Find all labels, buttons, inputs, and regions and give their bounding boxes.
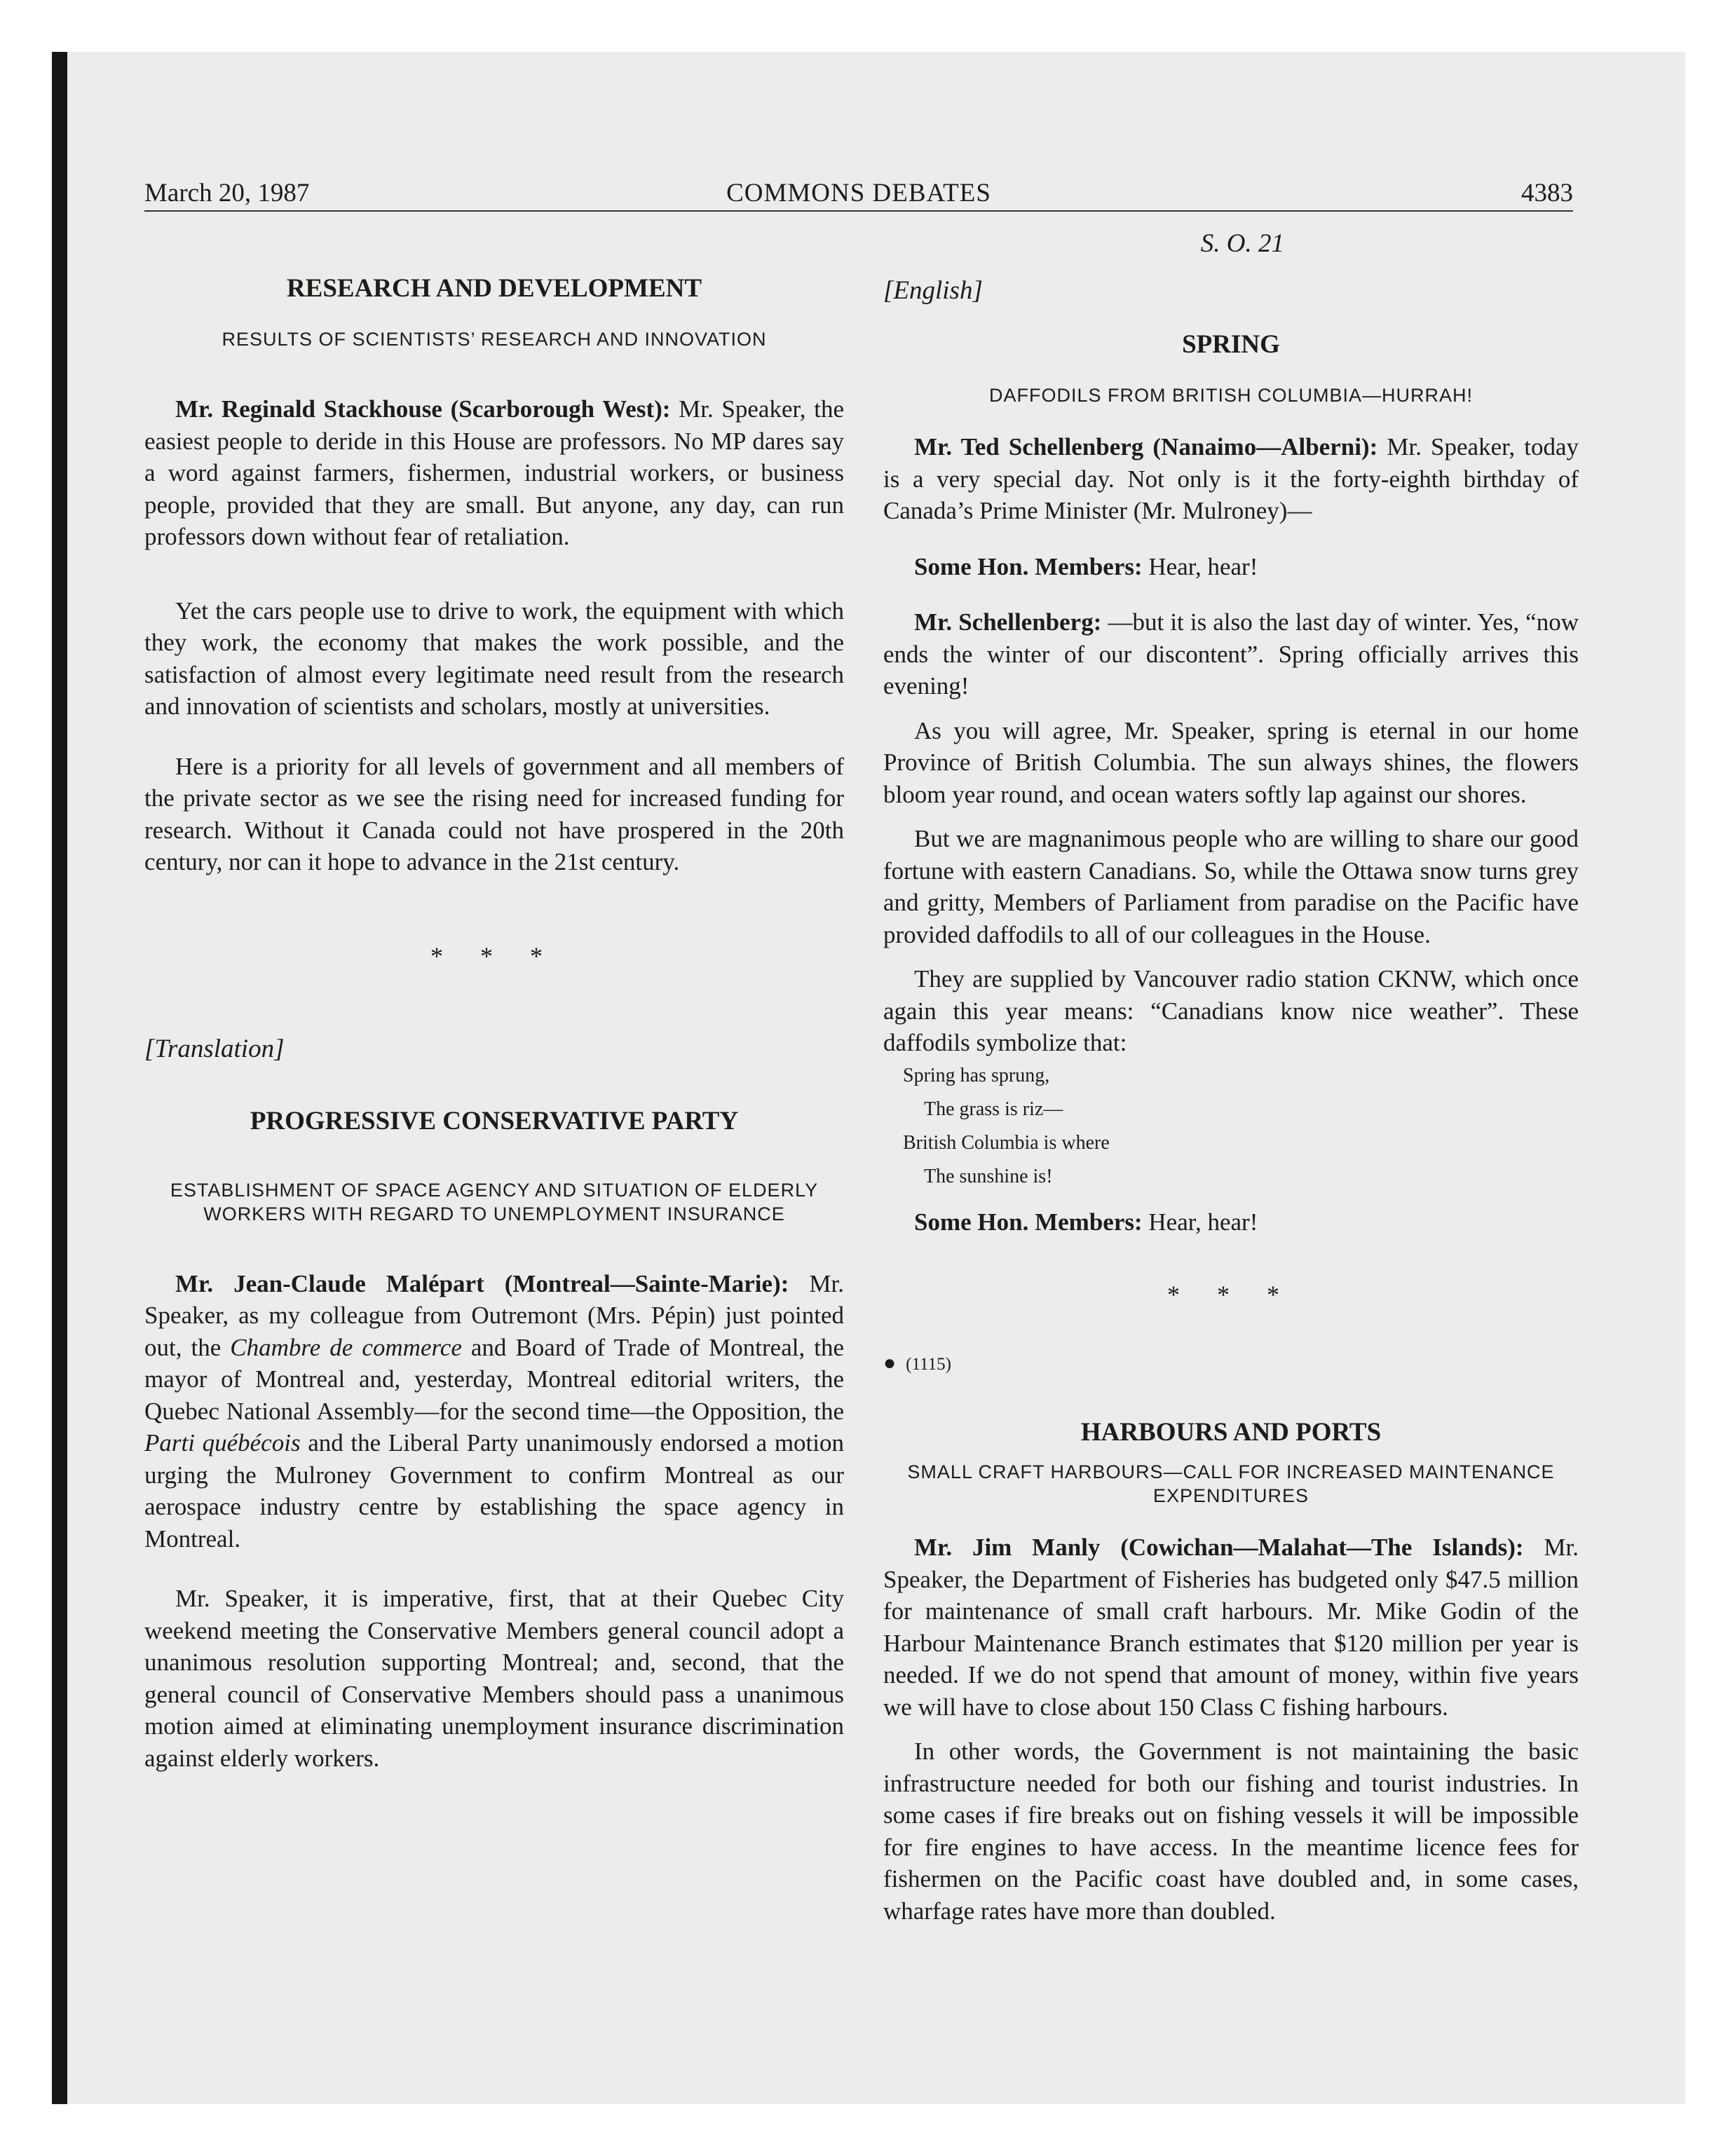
section-separator: * * * <box>1167 1281 1295 1309</box>
header-date: March 20, 1987 <box>144 179 310 207</box>
poem-line: Spring has sprung, <box>903 1064 1050 1086</box>
language-marker: [English] <box>883 276 983 305</box>
section-title-spring: SPRING <box>1182 330 1280 359</box>
section-separator: * * * <box>430 941 558 970</box>
time-marker: ● (1115) <box>883 1351 951 1374</box>
speaker-name: Mr. Schellenberg: <box>914 608 1102 636</box>
speaker-name: Mr. Jean-Claude Malépart (Montreal—Sainte-Marie): <box>175 1269 789 1297</box>
speech-paragraph: In other words, the Government is not maintaining the basic infrastructure needed for both our fishing and tourist industries. In some cases if fire breaks out on fishing vessels it will be impossible for fire engines to have access. In the meantime licence fees for fishermen on the Pacific coast have doubled and, in some cases, wharfage rates have more than doubled. <box>883 1738 1579 1925</box>
speaker-name: Some Hon. Members: <box>914 1208 1143 1236</box>
standing-order-label: S. O. 21 <box>1200 229 1284 258</box>
header-title: COMMONS DEBATES <box>726 179 991 207</box>
section-subtitle-research: RESULTS OF SCIENTISTS’ RESEARCH AND INNOVATION <box>222 329 767 350</box>
speech-paragraph: Mr. Schellenberg: —but it is also the last day of winter. Yes, “now ends the winter of our discontent”. Spring officially arrives this evening! <box>883 608 1579 700</box>
speaker-name: Some Hon. Members: <box>914 552 1143 580</box>
speaker-name: Mr. Jim Manly (Cowichan—Malahat—The Islands): <box>914 1534 1524 1561</box>
bullet-icon: ● <box>883 1351 897 1374</box>
left-column <box>144 223 844 1774</box>
section-subtitle-pc-party: ESTABLISHMENT OF SPACE AGENCY AND SITUATION OF ELDERLY WORKERS WITH REGARD TO UNEMPLOYMENT INSURANCE <box>170 1179 819 1224</box>
speech-paragraph: But we are magnanimous people who are willing to share our good fortune with eastern Canadians. So, while the Ottawa snow turns grey and gritty, Members of Parliament from paradise on the Pacific have provided daffodils to all of our colleagues in the House. <box>883 825 1579 948</box>
section-subtitle-spring: DAFFODILS FROM BRITISH COLUMBIA—HURRAH! <box>988 385 1474 406</box>
speech-paragraph: Some Hon. Members: Hear, hear! <box>914 552 1258 580</box>
poem-line: The sunshine is! <box>924 1165 1053 1187</box>
speech-paragraph: Mr. Speaker, it is imperative, first, that at their Quebec City weekend meeting the Conservative Members general council adopt a unanimous resolution supporting Montreal; and, second, that the general council of Conservative Members should pass a unanimous motion aimed at eliminating unemployment insurance discrimination against elderly workers. <box>144 1585 844 1772</box>
speaker-name: Mr. Ted Schellenberg (Nanaimo—Alberni): <box>914 433 1378 460</box>
speech-paragraph: As you will agree, Mr. Speaker, spring is eternal in our home Province of British Columbia. The sun always shines, the flowers bloom year round, and ocean waters softly lap against our shores. <box>883 716 1579 808</box>
section-title-research: RESEARCH AND DEVELOPMENT <box>286 274 702 303</box>
language-marker: [Translation] <box>144 1034 285 1063</box>
speech-paragraph: Some Hon. Members: Hear, hear! <box>914 1208 1258 1236</box>
section-title-harbours: HARBOURS AND PORTS <box>1080 1418 1382 1447</box>
speaker-name: Mr. Reginald Stackhouse (Scarborough West): <box>175 395 671 423</box>
speech-paragraph: Mr. Ted Schellenberg (Nanaimo—Alberni): Mr. Speaker, today is a very special day. Not only is it the forty-eighth birthday of Canada’s Prime Minister (Mr. Mulroney)— <box>883 433 1579 524</box>
right-column <box>883 223 1579 1927</box>
speech-paragraph: Yet the cars people use to drive to work, the equipment with which they work, the economy that makes the work possible, and the satisfaction of almost every legitimate need result from the research and innovation of scientists and scholars, mostly at universities. <box>144 596 844 720</box>
scan-border <box>52 52 67 2104</box>
speech-paragraph: Mr. Jim Manly (Cowichan—Malahat—The Islands): Mr. Speaker, the Department of Fisheries has budgeted only $47.5 million for maintenance of small craft harbours. Mr. Mike Godin of the Harbour Maintenance Branch estimates that $120 million per year is needed. If we do not spend that amount of money, within five years we will have to close about 150 Class C fishing harbours. <box>883 1534 1579 1721</box>
poem-line: The grass is riz— <box>924 1098 1063 1120</box>
header-page-number: 4383 <box>1521 179 1573 207</box>
page-header <box>144 174 1573 212</box>
speech-paragraph: They are supplied by Vancouver radio station CKNW, which once again this year means: “Canadians know nice weather”. These daffodils symbolize that: <box>883 965 1579 1056</box>
poem <box>903 1059 1579 1194</box>
section-title-pc-party: PROGRESSIVE CONSERVATIVE PARTY <box>250 1106 739 1135</box>
speech-paragraph: Here is a priority for all levels of government and all members of the private sector as we see the rising need for increased funding for research. Without it Canada could not have prospered in the 20th century, nor can it hope to advance in the 21st century. <box>144 752 844 875</box>
poem-line: British Columbia is where <box>903 1131 1110 1154</box>
speech-paragraph: Mr. Reginald Stackhouse (Scarborough West): Mr. Speaker, the easiest people to deride in this House are professors. No MP dares say a word against farmers, fishermen, industrial workers, or business people, provided that they are small. But anyone, any day, can run professors down without fear of retaliation. <box>144 395 844 550</box>
section-subtitle-harbours: SMALL CRAFT HARBOURS—CALL FOR INCREASED MAINTENANCE EXPENDITURES <box>907 1461 1555 1506</box>
speech-paragraph: Mr. Jean-Claude Malépart (Montreal—Sainte-Marie): Mr. Speaker, as my colleague from Outremont (Mrs. Pépin) just pointed out, the Chambre de commerce and Board of Trade of Montreal, the mayor of Montreal and, yesterday, Montreal editorial writers, the Quebec National Assembly—for the second time—the Opposition, the Parti québécois and the Liberal Party unanimously endorsed a motion urging the Mulroney Government to confirm Montreal as our aerospace industry centre by establishing the space agency in Montreal. <box>144 1269 844 1553</box>
